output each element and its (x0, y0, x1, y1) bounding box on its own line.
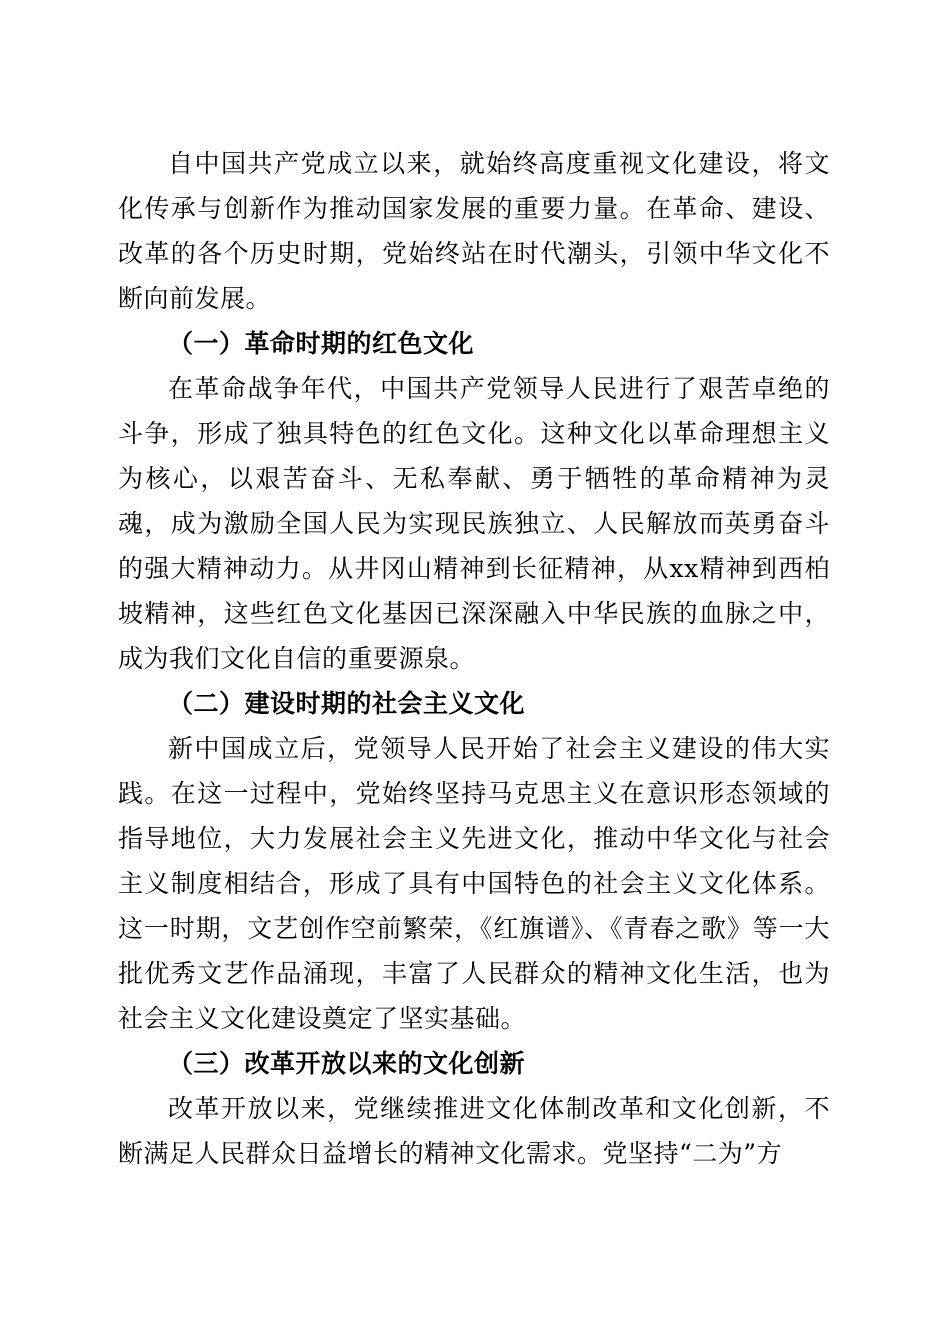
intro-paragraph: 自中国共产党成立以来，就始终高度重视文化建设，将文化传承与创新作为推动国家发展的重要力量。在革命、建设、改革的各个历史时期，党始终站在时代潮头，引领中华文化不断向前发展。 (118, 149, 830, 313)
section-body-revolution: 在革命战争年代，中国共产党领导人民进行了艰苦卓绝的斗争，形成了独具特色的红色文化。这种文化以革命理想主义为核心，以艰苦奋斗、无私奉献、勇于牺牲的革命精神为灵魂，成为激励全国人民为实现民族独立、人民解放而英勇奋斗的强大精神动力。从井冈山精神到长征精神，从xx精神到西柏坡精神，这些红色文化基因已深深融入中华民族的血脉之中，成为我们文化自信的重要源泉。 (118, 374, 830, 673)
section-heading-construction: （二）建设时期的社会主义文化 (168, 689, 526, 718)
document-body (118, 141, 830, 1176)
section-body-construction: 新中国成立后，党领导人民开始了社会主义建设的伟大实践。在这一过程中，党始终坚持马克思主义在意识形态领域的指导地位，大力发展社会主义先进文化，推动中华文化与社会主义制度相结合，形成了具有中国特色的社会主义文化体系。这一时期，文艺创作空前繁荣，《红旗谱》、《青春之歌》等一大批优秀文艺作品涌现，丰富了人民群众的精神文化生活，也为社会主义文化建设奠定了坚实基础。 (118, 734, 830, 1033)
section-body-reform: 改革开放以来，党继续推进文化体制改革和文化创新，不断满足人民群众日益增长的精神文化需求。党坚持“二为”方 (118, 1094, 830, 1168)
section-heading-revolution: （一）革命时期的红色文化 (168, 329, 475, 358)
section-heading-reform: （三）改革开放以来的文化创新 (168, 1049, 526, 1078)
